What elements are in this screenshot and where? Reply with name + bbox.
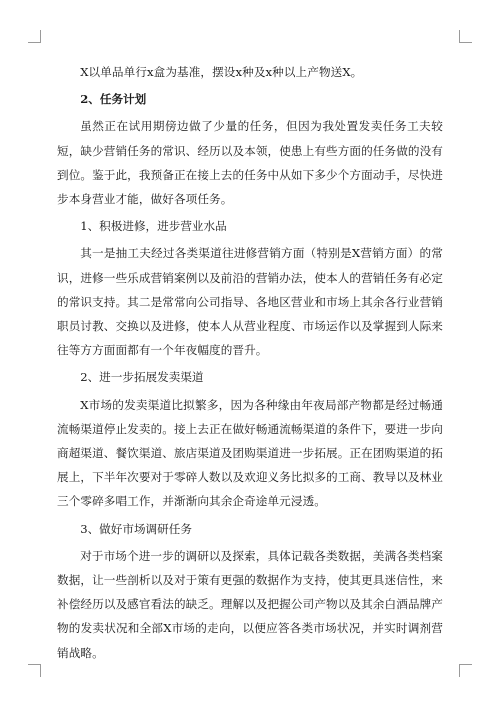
paragraph-task-plan: 虽然正在试用期傍边做了少量的任务，但因为我处置发卖任务工夫较短，缺少营销任务的常识、经历以及本领，使患上有些方面的任务做的没有到位。鉴于此，我预备正在接上去的任务中从如下多少个方面动手，尽快进步本身营业才能，做好各项任务。 [57, 119, 443, 207]
crop-mark-bottom-right [459, 664, 472, 677]
section-heading-task-plan: 2、任务计划 [80, 92, 147, 107]
crop-mark-bottom-left [28, 664, 41, 677]
paragraph-intro: X以单品单行x盒为基准，摆设x种及x种以上产物送X。 [80, 65, 363, 79]
paragraph-channels: X市场的发卖渠道比拟繁多，因为各种缘由年夜局部产物都是经过畅通流畅渠道停止发卖的。接上去正在做好畅通流畅渠道的条件下，要进一步向商超渠道、餐饮渠道、旅店渠道及团购渠道进一步拓展。正在团购渠道的拓展上，下半年次要对于零碎人数以及欢迎义务比拟多的工商、教导以及林业三个零碎多唱工作，并渐渐向其余企奇途单元浸透。 [57, 397, 443, 509]
paragraph-study: 其一是抽工夫经过各类渠道往进修营销方面（特别是X营销方面）的常识，进修一些乐成营销案例以及前沿的营销办法，使本人的营销任务有必定的常识支持。其二是常常向公司指导、各地区营业和市场上其余各行业营销职员讨教、交换以及进修，使本人从营业程度、市场运作以及掌握到人际来往等方方面面都有一个年夜幅度的晋升。 [57, 246, 443, 358]
crop-mark-top-right [459, 30, 472, 43]
subheading-research: 3、做好市场调研任务 [80, 521, 192, 536]
paragraph-research: 对于市场个进一步的调研以及探索，具体记载各类数据，美满各类档案数据，让一些剖析以及对于策有更强的数据作为支持，使其更具迷信性，来补偿经历以及感官看法的缺乏。理解以及把握公司产物以及其余白酒品牌产物的发卖状况和全部X市场的走向，以便应答各类市场状况，并实时调剂营销战略。 [57, 548, 443, 660]
crop-mark-top-left [28, 30, 41, 43]
subheading-channels: 2、进一步拓展发卖渠道 [80, 370, 204, 385]
subheading-study: 1、积极进修，进步营业水品 [80, 219, 227, 234]
document-body [57, 60, 443, 668]
